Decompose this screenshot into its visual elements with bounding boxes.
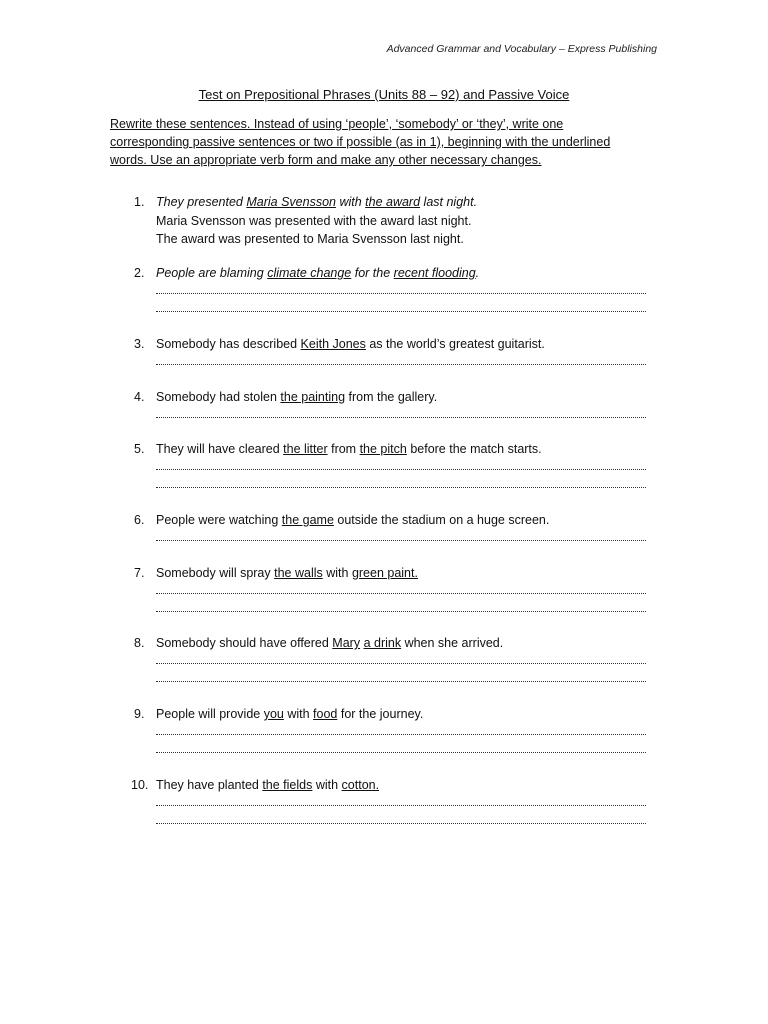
item-number: 9. xyxy=(134,707,145,721)
item-number: 3. xyxy=(134,337,145,351)
item-prompt xyxy=(156,193,646,212)
item-number: 4. xyxy=(134,390,145,404)
underlined-phrase: you xyxy=(263,707,284,721)
item-body xyxy=(156,264,646,319)
item-body xyxy=(156,388,646,425)
answer-line[interactable] xyxy=(156,601,646,619)
underlined-phrase: the fields xyxy=(262,778,313,792)
example-answer: The award was presented to Maria Svensson last night. xyxy=(156,232,464,246)
item-body xyxy=(156,705,646,760)
prompt-text: with xyxy=(283,707,314,721)
prompt-text: before the match starts. xyxy=(406,442,542,456)
answer-line[interactable] xyxy=(156,283,646,301)
answer-line[interactable] xyxy=(156,742,646,760)
prompt-text: Somebody will spray xyxy=(156,566,275,580)
prompt-text: from xyxy=(327,442,360,456)
underlined-phrase: Maria Svensson xyxy=(246,195,336,209)
prompt-text: Somebody should have offered xyxy=(156,636,333,650)
item-body xyxy=(156,335,646,372)
item-body xyxy=(156,511,646,548)
item-prompt xyxy=(156,388,646,407)
page-title: Test on Prepositional Phrases (Units 88 – 92) and Passive Voice xyxy=(198,87,570,102)
prompt-text: with xyxy=(335,195,366,209)
prompt-text: from the gallery. xyxy=(345,390,438,404)
example-answer: Maria Svensson was presented with the award last night. xyxy=(156,213,472,228)
prompt-text: last night. xyxy=(420,195,478,209)
answer-line[interactable] xyxy=(156,795,646,813)
instructions-line: Rewrite these sentences. Instead of using ‘people’, ‘somebody’ or ‘they’, write one xyxy=(110,117,564,131)
answer-line[interactable] xyxy=(156,530,646,548)
prompt-text: Somebody had stolen xyxy=(156,390,281,404)
item-prompt xyxy=(156,335,646,354)
answer-line[interactable] xyxy=(156,653,646,671)
item-prompt xyxy=(156,511,646,530)
answer-line[interactable] xyxy=(156,813,646,831)
instructions-line: words. Use an appropriate verb form and make any other necessary changes. xyxy=(110,153,542,167)
item-body xyxy=(156,634,646,689)
underlined-phrase: climate change xyxy=(267,266,352,280)
underlined-phrase: recent flooding xyxy=(393,266,476,280)
item-prompt xyxy=(156,634,646,653)
prompt-text: Somebody has described xyxy=(156,337,301,351)
underlined-phrase: Keith Jones xyxy=(300,337,366,351)
prompt-text: outside the stadium on a huge screen. xyxy=(333,513,550,527)
page-header: Advanced Grammar and Vocabulary – Express Publishing xyxy=(386,43,657,55)
item-prompt xyxy=(156,776,646,795)
answer-line[interactable] xyxy=(156,583,646,601)
item-prompt xyxy=(156,564,646,583)
prompt-text: for the journey. xyxy=(337,707,424,721)
item-number: 10. xyxy=(131,778,149,792)
underlined-phrase: the painting xyxy=(280,390,346,404)
answer-line[interactable] xyxy=(156,671,646,689)
underlined-phrase: green paint. xyxy=(351,566,418,580)
item-body xyxy=(156,776,646,831)
underlined-phrase: a drink xyxy=(363,636,402,650)
instructions xyxy=(110,115,650,169)
item-number: 1. xyxy=(134,195,145,209)
underlined-phrase: the litter xyxy=(283,442,328,456)
underlined-phrase: food xyxy=(313,707,338,721)
prompt-text: for the xyxy=(351,266,394,280)
prompt-text: They presented xyxy=(156,195,247,209)
item-prompt xyxy=(156,440,646,459)
item-body xyxy=(156,564,646,619)
prompt-text: People will provide xyxy=(156,707,264,721)
item-number: 7. xyxy=(134,566,145,580)
item-number: 5. xyxy=(134,442,145,456)
prompt-text: People are blaming xyxy=(156,266,268,280)
prompt-text: They will have cleared xyxy=(156,442,284,456)
underlined-phrase: the game xyxy=(281,513,334,527)
item-number: 6. xyxy=(134,513,145,527)
item-prompt xyxy=(156,264,646,283)
underlined-phrase: Mary xyxy=(332,636,361,650)
prompt-text: with xyxy=(322,566,352,580)
answer-line[interactable] xyxy=(156,477,646,495)
prompt-text: with xyxy=(312,778,342,792)
answer-line[interactable] xyxy=(156,407,646,425)
answer-line[interactable] xyxy=(156,354,646,372)
item-number: 2. xyxy=(134,266,145,280)
item-body xyxy=(156,193,646,249)
answer-line[interactable] xyxy=(156,724,646,742)
item-body xyxy=(156,440,646,495)
item-prompt xyxy=(156,705,646,724)
underlined-phrase: the walls xyxy=(274,566,323,580)
answer-line[interactable] xyxy=(156,301,646,319)
prompt-text: People were watching xyxy=(156,513,282,527)
instructions-line: corresponding passive sentences or two if possible (as in 1), beginning with the underlined xyxy=(110,135,611,149)
underlined-phrase: the award xyxy=(365,195,421,209)
prompt-text: when she arrived. xyxy=(401,636,504,650)
prompt-text: They have planted xyxy=(156,778,263,792)
underlined-phrase: the pitch xyxy=(359,442,407,456)
underlined-phrase: cotton. xyxy=(341,778,380,792)
prompt-text: . xyxy=(475,266,480,280)
answer-line[interactable] xyxy=(156,459,646,477)
prompt-text: as the world’s greatest guitarist. xyxy=(365,337,545,351)
item-number: 8. xyxy=(134,636,145,650)
